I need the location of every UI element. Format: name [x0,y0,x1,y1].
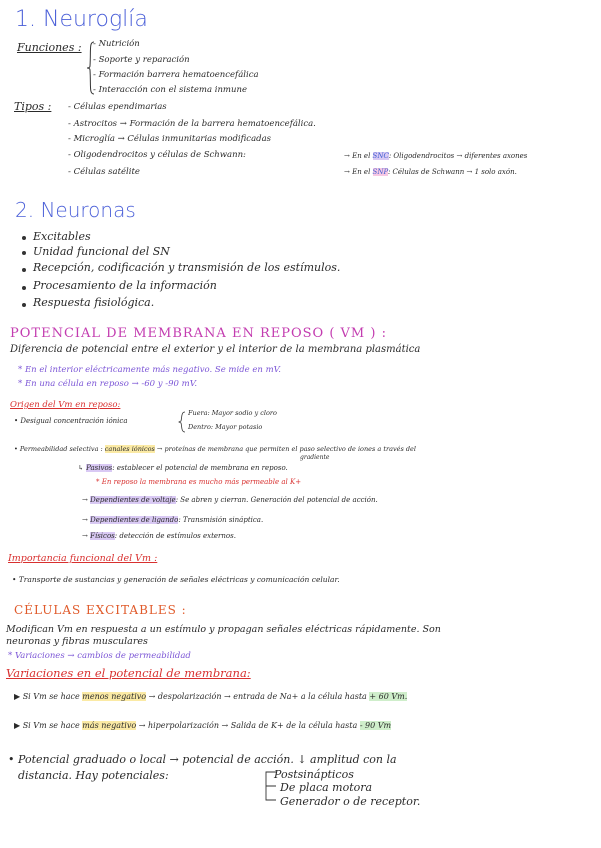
section-title-neuronas: 2. Neuronas [15,198,136,222]
bullet-dot [22,251,26,255]
origen-fuera: Fuera: Mayor sodio y cloro [188,409,277,417]
celulas-title: CÉLULAS EXCITABLES : [14,603,187,617]
neurona-bullet: Recepción, codificación y transmisión de los estímulos. [33,261,341,274]
voltaje-label: Dependientes de voltaje [90,496,176,504]
origen-brace [178,411,188,433]
variacion-row: ▶ Si Vm se hace menos negativo → despolarización → entrada de Na+ a la célula hasta + 60 Vm. [14,692,408,701]
variacion-row: ▶ Si Vm se hace más negativo → hiperpolarización → Salida de K+ de la célula hasta - 90 Vm [14,721,392,730]
importancia-text: • Transporte de sustancias y generación de señales eléctricas y comunicación celular. [12,575,340,584]
snc-tag: SNC [372,152,389,160]
pasivos-label: Pasivos [86,464,113,472]
bullet-dot [22,268,26,272]
graduado-item: De placa motora [280,781,373,794]
origen-dentro: Dentro: Mayor potasio [188,423,263,431]
celulas-line: Modifican Vm en respuesta a un estímulo y propagan señales eléctricas rápidamente. Son [6,624,441,635]
valor-hiperpolarizacion: - 90 Vm [359,721,392,730]
graduado-line: • Potencial graduado o local → potencial de acción. ↓ amplitud con la [8,753,397,766]
tipos-label: Tipos : [14,100,52,113]
funcion-item: - Soporte y reparación [93,55,190,65]
snp-tag: SNP [372,168,388,176]
permeabilidad-gradiente: gradiente [300,454,330,461]
canal-voltaje: → Dependientes de voltaje: Se abren y cierran. Generación del potencial de acción. [82,496,378,504]
celulas-note: * Variaciones → cambios de permeabilidad [8,651,191,661]
potencial-definition: Diferencia de potencial entre el exterior y el interior de la membrana plasmática [10,344,421,355]
neurona-bullet: Respuesta fisiológica. [33,296,155,309]
funcion-item: - Interacción con el sistema inmune [93,85,247,95]
bullet-dot [22,303,26,307]
potencial-note: * En el interior eléctricamente más negativo. Se mide en mV. [18,365,282,375]
section-title-neuroglia: 1. Neuroglía [15,7,148,32]
tipo-item: - Células satélite [68,167,140,177]
canal-ligando: → Dependientes de ligando: Transmisión sináptica. [82,516,264,524]
origen-title: Origen del Vm en reposo: [10,400,121,410]
funcion-item: - Nutrición [93,39,140,49]
neurona-bullet: Excitables [33,230,91,243]
snc-line: → En el SNC: Oligodendrocitos → diferentes axones [344,152,528,160]
bullet-dot [22,286,26,290]
mas-negativo: más negativo [82,721,137,730]
graduado-item: Postsinápticos [274,768,354,781]
pasivos-note: * En reposo la membrana es mucho más permeable al K+ [96,478,302,486]
potencial-title: POTENCIAL DE MEMBRANA EN REPOSO ( VM ) : [10,326,387,341]
neurona-bullet: Unidad funcional del SN [33,245,170,258]
tipo-item: - Astrocitos → Formación de la barrera hematoencefálica. [68,119,316,129]
canales-ionicos: canales iónicos [104,445,155,453]
neurona-bullet: Procesamiento de la información [33,279,217,292]
variaciones-title: Variaciones en el potencial de membrana: [6,666,251,680]
valor-despolarizacion: + 60 Vm. [369,692,408,701]
fisicos-label: Físicos [90,532,115,540]
permeabilidad-line: • Permeabilidad selectiva : canales iónicos → proteínas de membrana que permiten el paso selectivo de iones a través del [14,445,416,453]
snp-line: → En el SNP: Células de Schwann → 1 solo axón. [344,168,517,176]
funcion-item: - Formación barrera hematoencefálica [93,70,259,80]
celulas-line: neuronas y fibras musculares [6,636,148,647]
tipo-item: - Células ependimarias [68,102,167,112]
tipo-item: - Microglía → Células inmunitarias modificadas [68,134,272,144]
menos-negativo: menos negativo [82,692,147,701]
graduado-item: Generador o de receptor. [280,795,421,808]
tipo-item: - Oligodendrocitos y células de Schwann: [68,150,246,160]
graduado-line: distancia. Hay potenciales: [18,769,169,782]
canal-fisicos: → Físicos: detección de estímulos externos. [82,532,236,540]
importancia-title: Importancia funcional del Vm : [8,553,158,564]
bullet-dot [22,236,26,240]
origen-item: • Desigual concentración iónica [14,417,128,425]
ligando-label: Dependientes de ligando [90,516,179,524]
funciones-label: Funciones : [17,41,82,54]
canal-pasivos: ↳ Pasivos: establecer el potencial de membrana en reposo. [78,464,288,472]
potencial-note: * En una célula en reposo → -60 y -90 mV. [18,379,198,389]
